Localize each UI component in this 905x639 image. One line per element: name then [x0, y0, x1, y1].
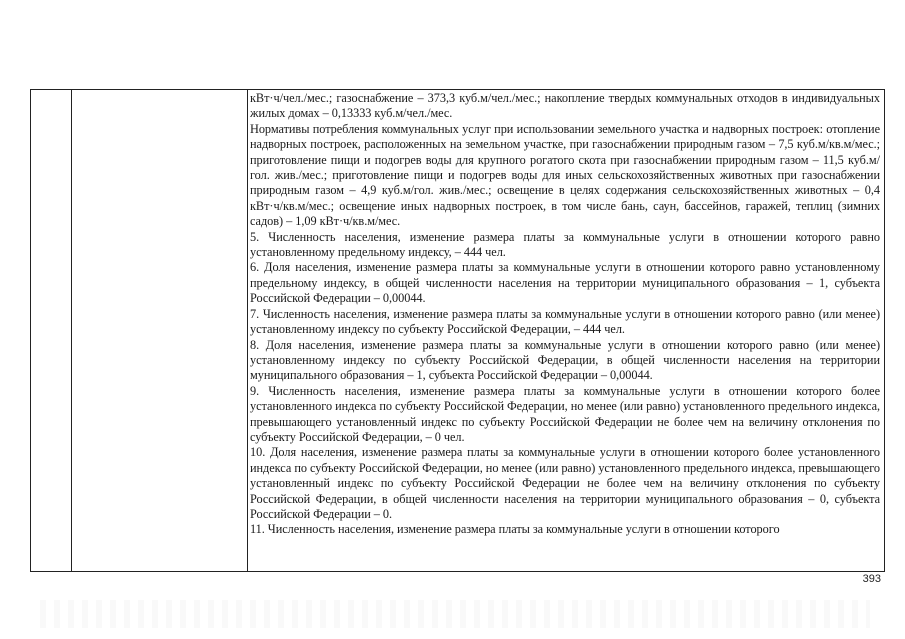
table-column-name	[72, 90, 248, 571]
table-column-number	[31, 90, 72, 571]
paragraph-item-5: 5. Численность населения, изменение размера платы за коммунальные услуги в отношении которого равно установленному предельному индексу, – 444 чел.	[250, 229, 880, 260]
document-table	[30, 89, 885, 571]
paragraph-land-plot-norms: Нормативы потребления коммунальных услуг при использовании земельного участка и надворных построек: отопление надворных построек, расположенных на земельном участке, при газоснабжении природным газом – 7,5 куб.м/кв.м/мес.; приготовление пищи и подогрев воды для крупного рогатого скота при газоснабжении природным газом – 11,5 куб.м/гол. жив./мес.; приготовление пищи и подогрев воды для иных сельскохозяйственных животных при газоснабжении природным газом – 4,9 куб.м/гол. жив./мес.; освещение в целях содержания сельскохозяйственных животных – 0,4 кВт·ч/кв.м/мес.; освещение иных надворных построек, в том числе бань, саун, бассейнов, гаражей, теплиц (зимних садов) – 1,09 кВт·ч/кв.м/мес.	[250, 121, 880, 229]
paragraph-item-7: 7. Численность населения, изменение размера платы за коммунальные услуги в отношении которого равно (или менее) установленному индексу по субъекту Российской Федерации, – 444 чел.	[250, 306, 880, 337]
paragraph-item-11: 11. Численность населения, изменение размера платы за коммунальные услуги в отношении которого	[250, 522, 780, 537]
table-column-content	[248, 90, 884, 571]
table-bottom-border	[30, 571, 885, 572]
paragraph-item-10: 10. Доля населения, изменение размера платы за коммунальные услуги в отношении которого более установленного индекса по субъекту Российской Федерации, но менее (или равно) установленного предельного индекса, превышающего установленный индекс по субъекту Российской Федерации не более чем на величину отклонения по субъекту Российской Федерации, в общей численности населения на территории муниципального образования – 0, субъекта Российской Федерации – 0.	[250, 445, 880, 521]
paragraph-item-6: 6. Доля населения, изменение размера платы за коммунальные услуги в отношении которого равно установленному предельному индексу, в общей численности населения на территории муниципального образования – 1, субъекта Российской Федерации – 0,00044.	[250, 260, 880, 306]
paragraph-consumption-norms: кВт·ч/чел./мес.; газоснабжение – 373,3 куб.м/чел./мес.; накопление твердых коммунальных отходов в индивидуальных жилых домах – 0,13333 куб.м/чел./мес.	[250, 91, 880, 121]
paragraph-item-9: 9. Численность населения, изменение размера платы за коммунальные услуги в отношении которого более установленного индекса по субъекту Российской Федерации, но менее (или равно) установленного предельного индекса, превышающего установленный индекс по субъекту Российской Федерации не более чем на величину отклонения по субъекту Российской Федерации, – 0 чел.	[250, 383, 880, 444]
page-number: 393	[862, 573, 881, 585]
scan-noise	[40, 600, 870, 628]
paragraph-item-8: 8. Доля населения, изменение размера платы за коммунальные услуги в отношении которого равно (или менее) установленному индексу по субъекту Российской Федерации, в общей численности населения на территории муниципального образования – 1, субъекта Российской Федерации – 0,00044.	[250, 337, 880, 383]
